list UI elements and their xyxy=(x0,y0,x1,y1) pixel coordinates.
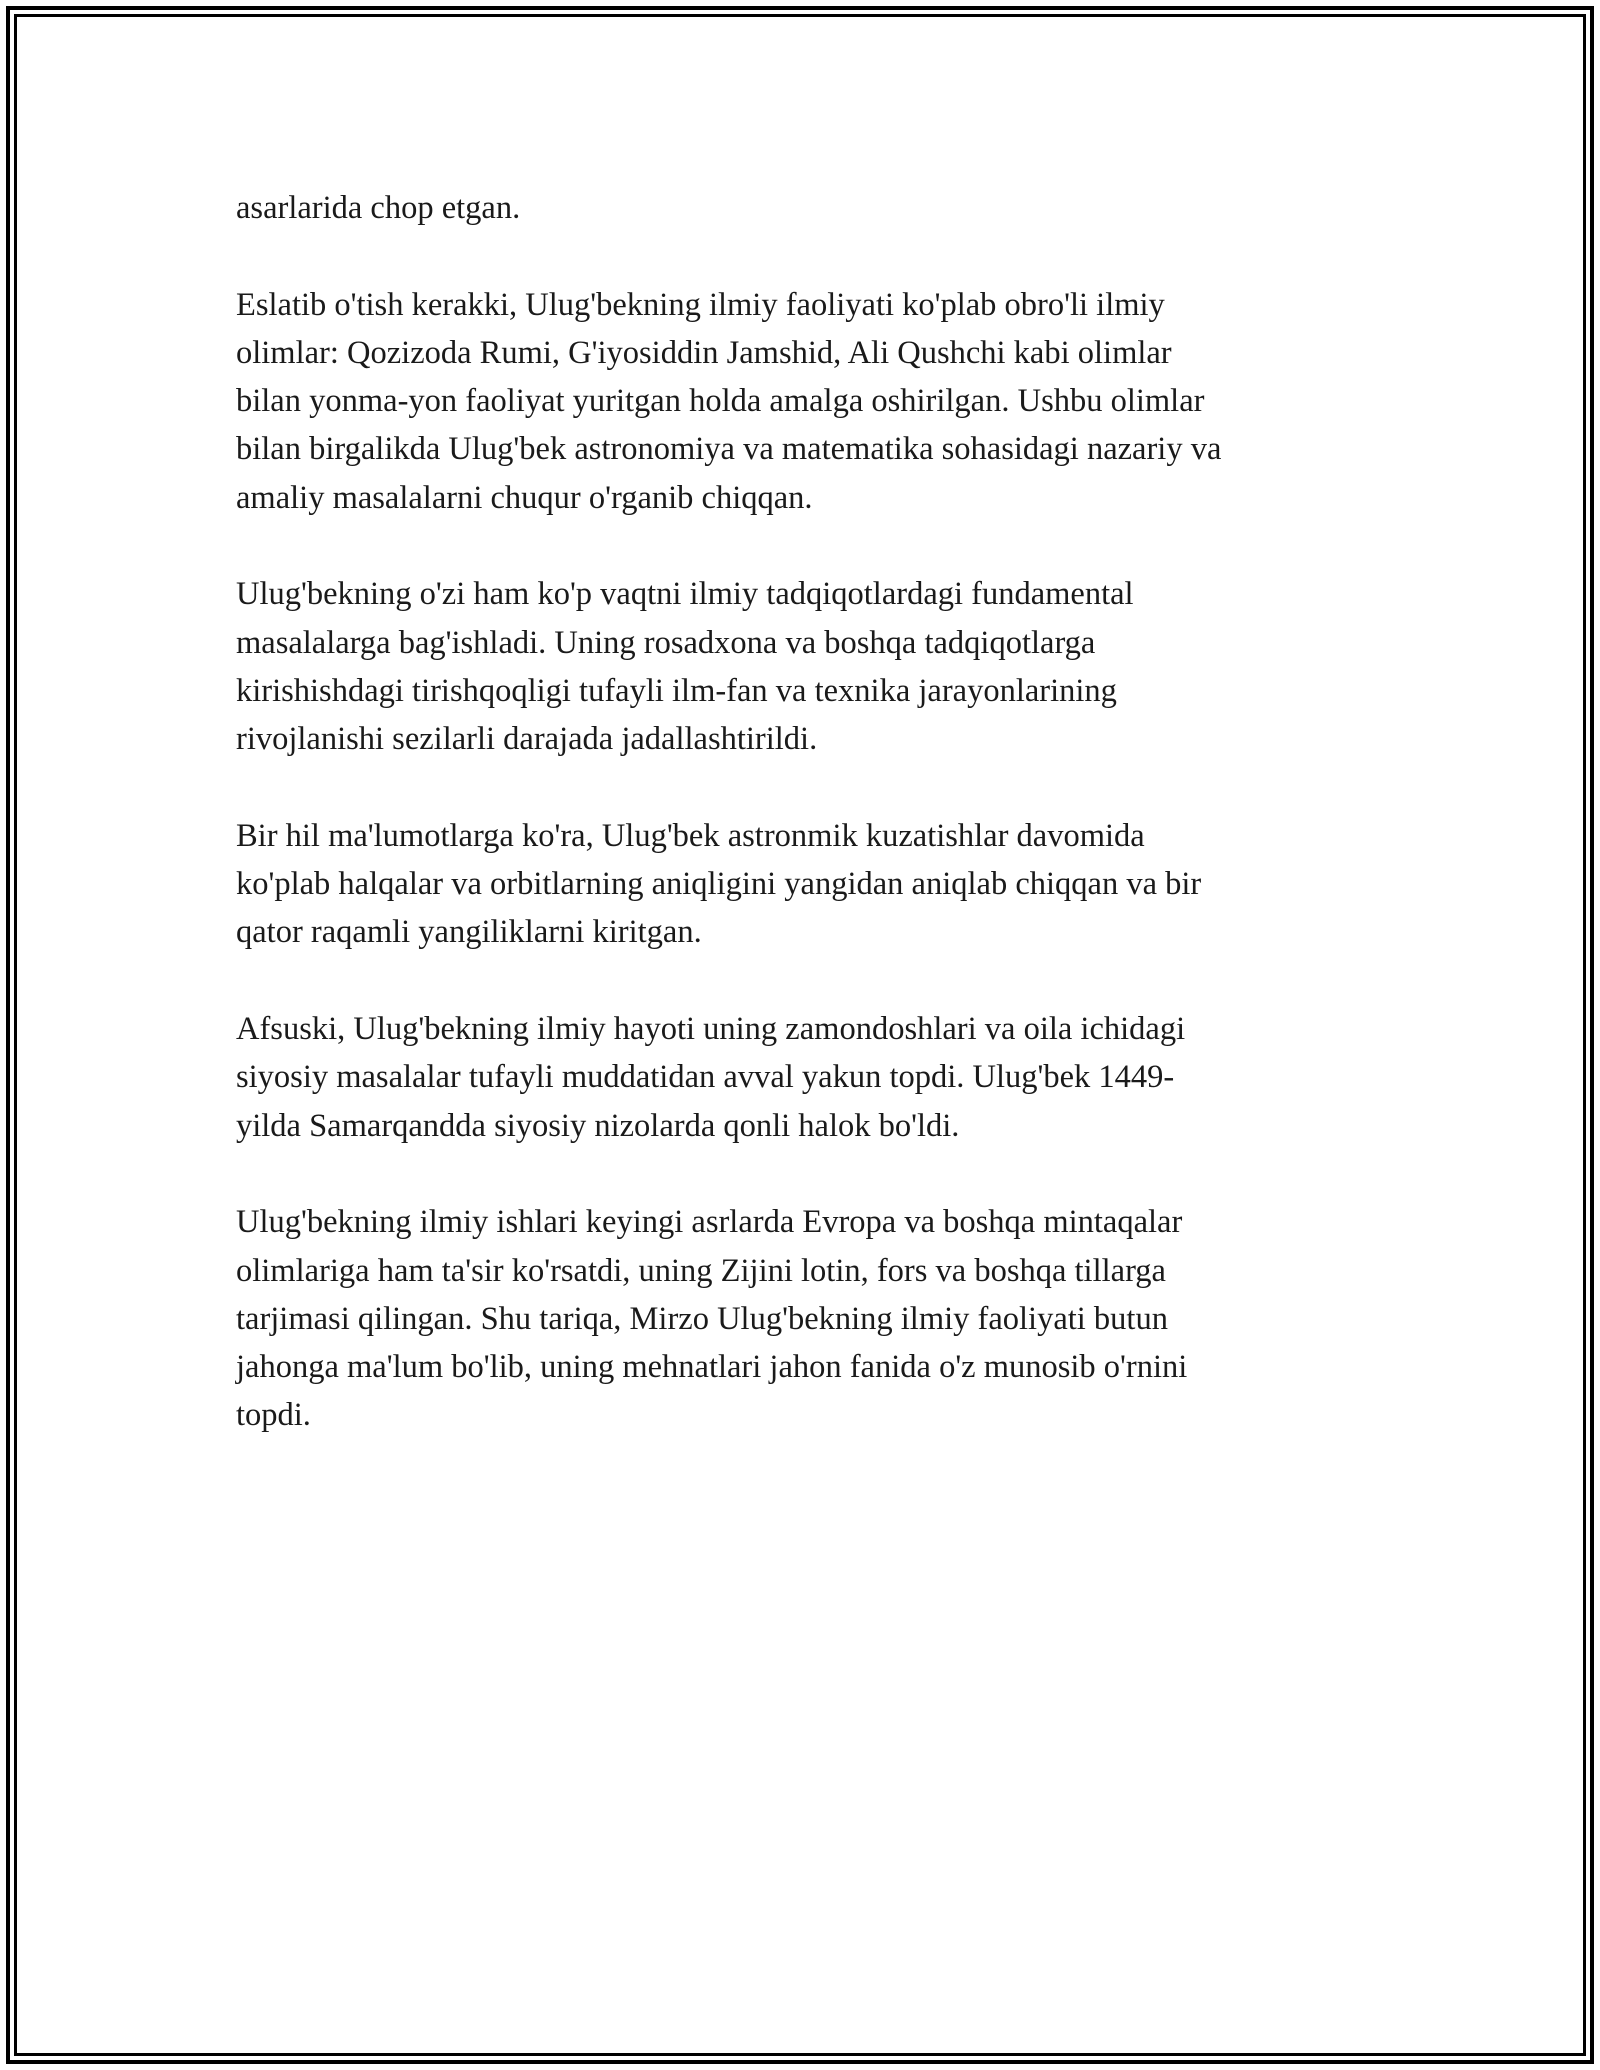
text-line: kirishishdagi tirishqoqligi tufayli ilm-fan va texnika jarayonlarining xyxy=(236,672,1117,709)
text-line: amaliy masalalarni chuqur o'rganib chiqqan. xyxy=(236,479,813,516)
text-line: ko'plab halqalar va orbitlarning aniqligini yangidan aniqlab chiqqan va bir xyxy=(236,866,1202,903)
text-line: rivojlanishi sezilarli darajada jadallashtirildi. xyxy=(236,721,818,758)
text-line: Ulug'bekning ilmiy ishlari keyingi asrlarda Evropa va boshqa mintaqalar xyxy=(236,1204,1183,1241)
paragraph-3 xyxy=(236,570,1376,763)
text-line: bilan birgalikda Ulug'bek astronomiya va matematika sohasidagi nazariy va xyxy=(236,431,1222,468)
paragraph-4 xyxy=(236,812,1376,957)
text-line: Afsuski, Ulug'bekning ilmiy hayoti uning zamondoshlari va oila ichidagi xyxy=(236,1011,1186,1048)
text-line: olimlariga ham ta'sir ko'rsatdi, uning Zijini lotin, fors va boshqa tillarga xyxy=(236,1252,1166,1289)
text-line: jahonga ma'lum bo'lib, uning mehnatlari jahon fanida o'z munosib o'rnini xyxy=(236,1349,1188,1386)
paragraph-1 xyxy=(236,184,1376,232)
text-line: Ulug'bekning o'zi ham ko'p vaqtni ilmiy tadqiqotlardagi fundamental xyxy=(236,576,1134,613)
text-line: Bir hil ma'lumotlarga ko'ra, Ulug'bek astronmik kuzatishlar davomida xyxy=(236,817,1145,854)
text-line: yilda Samarqandda siyosiy nizolarda qonli halok bo'ldi. xyxy=(236,1107,960,1144)
paragraph-5 xyxy=(236,1005,1376,1150)
text-line: Eslatib o'tish kerakki, Ulug'bekning ilmiy faoliyati ko'plab obro'li ilmiy xyxy=(236,286,1165,323)
paragraph-6 xyxy=(236,1198,1376,1439)
text-line: qator raqamli yangiliklarni kiritgan. xyxy=(236,914,702,951)
text-line: masalalarga bag'ishladi. Uning rosadxona va boshqa tadqiqotlarga xyxy=(236,624,1096,661)
text-line: topdi. xyxy=(236,1397,311,1434)
document-body xyxy=(236,184,1376,1488)
text-line: siyosiy masalalar tufayli muddatidan avval yakun topdi. Ulug'bek 1449- xyxy=(236,1059,1175,1096)
text-line: tarjimasi qilingan. Shu tariqa, Mirzo Ulug'bekning ilmiy faoliyati butun xyxy=(236,1300,1168,1337)
text-line: asarlarida chop etgan. xyxy=(236,190,521,226)
text-line: bilan yonma-yon faoliyat yuritgan holda amalga oshirilgan. Ushbu olimlar xyxy=(236,383,1205,420)
paragraph-2 xyxy=(236,281,1376,522)
text-line: olimlar: Qozizoda Rumi, G'iyosiddin Jamshid, Ali Qushchi kabi olimlar xyxy=(236,334,1172,371)
